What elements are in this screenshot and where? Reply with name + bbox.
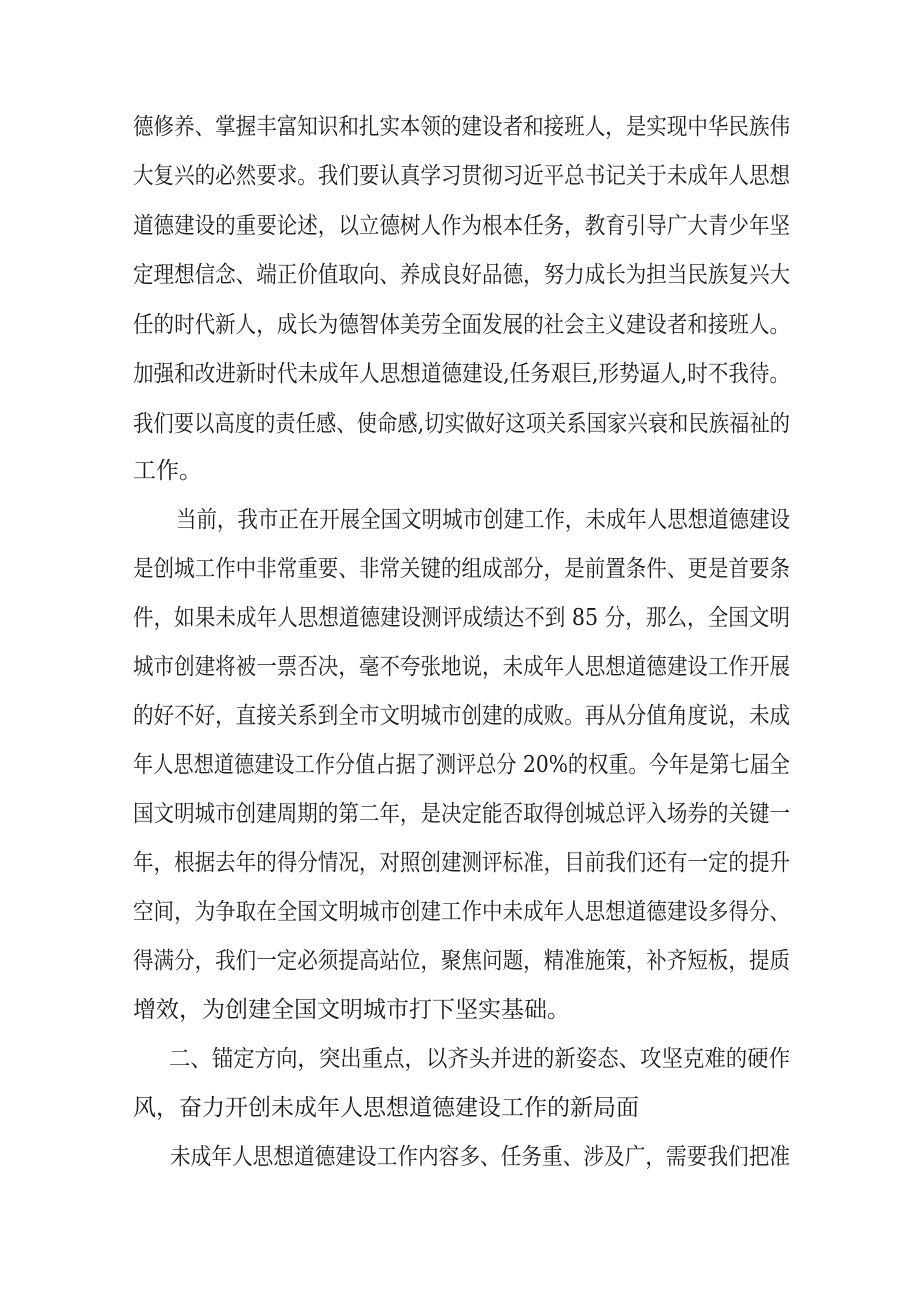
section-heading-line: [0, 1039, 920, 1079]
text-line: [0, 892, 920, 932]
text-line: [0, 305, 920, 345]
line-text: 城市创建将被一票否决，毫不夸张地说，未成年人思想道德建设工作开展: [133, 654, 791, 680]
line-text: 道德建设的重要论述，以立德树人作为根本任务，教育引导广大青少年坚: [133, 213, 791, 239]
text-line: [0, 647, 920, 687]
text-line: [0, 990, 920, 1030]
text-line: [0, 404, 920, 444]
line-text: 年人思想道德建设工作分值占据了测评总分 20%的权重。今年是第七届全: [133, 752, 790, 778]
text-line: [0, 1137, 920, 1177]
section-heading-text: 风，奋力开创未成年人思想道德建设工作的新局面: [133, 1095, 639, 1121]
line-text: 的好不好，直接关系到全市文明城市创建的成败。再从分值角度说，未成: [133, 703, 791, 729]
line-text: 大复兴的必然要求。我们要认真学习贯彻习近平总书记关于未成年人思想: [133, 163, 791, 189]
line-text: 是创城工作中非常重要、非常关键的组成部分，是前置条件、更是首要条: [133, 556, 791, 582]
text-line: [0, 941, 920, 981]
line-text: 工作。: [133, 458, 202, 484]
line-text: 增效，为创建全国文明城市打下坚实基础。: [133, 997, 570, 1023]
line-text: 年，根据去年的得分情况，对照创建测评标准，目前我们还有一定的提升: [133, 850, 791, 876]
line-text: 当前，我市正在开展全国文明城市创建工作，未成年人思想道德建设: [176, 507, 791, 533]
line-text: 我们要以高度的责任感、使命感,切实做好这项关系国家兴衰和民族福祉的: [133, 411, 791, 437]
text-line: [0, 206, 920, 246]
text-line: [0, 500, 920, 540]
line-text: 得满分，我们一定必须提高站位，聚焦问题，精准施策，补齐短板，提质: [133, 948, 791, 974]
line-text: 加强和改进新时代未成年人思想道德建设,任务艰巨,形势逼人,时不我待。: [133, 361, 791, 387]
text-line: [0, 598, 920, 638]
line-text: 未成年人思想道德建设工作内容多、任务重、涉及广，需要我们把准: [170, 1144, 791, 1170]
text-line: [0, 354, 920, 394]
text-line: [0, 794, 920, 834]
text-line: [0, 549, 920, 589]
line-text: 空间，为争取在全国文明城市创建工作中未成年人思想道德建设多得分、: [133, 899, 791, 925]
text-line: [0, 255, 920, 295]
text-line: [0, 451, 920, 491]
text-line: [0, 107, 920, 147]
text-line: [0, 843, 920, 883]
text-line: [0, 156, 920, 196]
line-text: 德修养、掌握丰富知识和扎实本领的建设者和接班人，是实现中华民族伟: [133, 114, 791, 140]
text-line: [0, 745, 920, 785]
text-line: [0, 696, 920, 736]
line-text: 件，如果未成年人思想道德建设测评成绩达不到 85 分，那么，全国文明: [133, 605, 790, 631]
line-text: 国文明城市创建周期的第二年，是决定能否取得创城总评入场券的关键一: [133, 801, 791, 827]
line-text: 任的时代新人，成长为德智体美劳全面发展的社会主义建设者和接班人。: [133, 312, 791, 338]
section-heading-text: 二、锚定方向，突出重点，以齐头并进的新姿态、攻坚克难的硬作: [169, 1046, 790, 1072]
line-text: 定理想信念、端正价值取向、养成良好品德，努力成长为担当民族复兴大: [133, 262, 791, 288]
section-heading-line: [0, 1088, 920, 1128]
